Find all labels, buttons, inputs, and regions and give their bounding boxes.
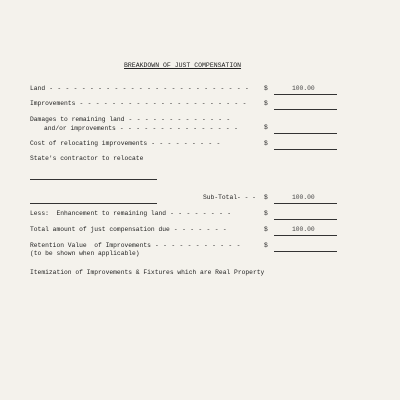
retention-label-line1: Retention Value of Improvements - - - - - - - - - - - — [30, 242, 241, 249]
land-dollar-sign: $ — [264, 85, 268, 92]
subtotal-value-line — [274, 203, 337, 204]
subtotal-label: Sub-Total- - - — [203, 194, 256, 201]
itemization-heading: Itemization of Improvements & Fixtures which are Real Property — [30, 269, 265, 276]
relocation-cost-value-line — [274, 149, 337, 150]
document-title: BREAKDOWN OF JUST COMPENSATION — [124, 62, 242, 69]
state-contractor-line — [30, 179, 157, 180]
state-contractor-label: State's contractor to relocate — [30, 155, 144, 162]
total-due-value: 100.00 — [292, 226, 315, 233]
enhancement-value-line — [274, 219, 337, 220]
subtotal-dollar-sign: $ — [264, 194, 268, 201]
retention-label-line2: (to be shown when applicable) — [30, 250, 140, 257]
enhancement-dollar-sign: $ — [264, 210, 268, 217]
retention-value-line — [274, 251, 337, 252]
improvements-label: Improvements - - - - - - - - - - - - - - - - - - - - - — [30, 100, 247, 107]
total-due-value-line — [274, 235, 337, 236]
improvements-dollar-sign: $ — [264, 100, 268, 107]
land-value: 100.00 — [292, 85, 315, 92]
total-due-label: Total amount of just compensation due - - - - - - - — [30, 226, 227, 233]
damages-dollar-sign: $ — [264, 124, 268, 131]
relocation-cost-dollar-sign: $ — [264, 140, 268, 147]
damages-label-line1: Damages to remaining land - - - - - - - - - - - - - — [30, 116, 231, 123]
improvements-value-line — [274, 109, 337, 110]
damages-value-line — [274, 133, 337, 134]
total-due-dollar-sign: $ — [264, 226, 268, 233]
land-label: Land - - - - - - - - - - - - - - - - - - - - - - - - - — [30, 85, 250, 92]
damages-label-line2: and/or improvements - - - - - - - - - - - - - - - — [44, 125, 239, 132]
relocation-cost-label: Cost of relocating improvements - - - - - - - - - — [30, 140, 221, 147]
subtotal-value: 100.00 — [292, 194, 315, 201]
land-value-line — [274, 94, 337, 95]
retention-dollar-sign: $ — [264, 242, 268, 249]
enhancement-label: Less: Enhancement to remaining land - - - - - - - - — [30, 210, 232, 217]
subtotal-left-line — [30, 203, 157, 204]
